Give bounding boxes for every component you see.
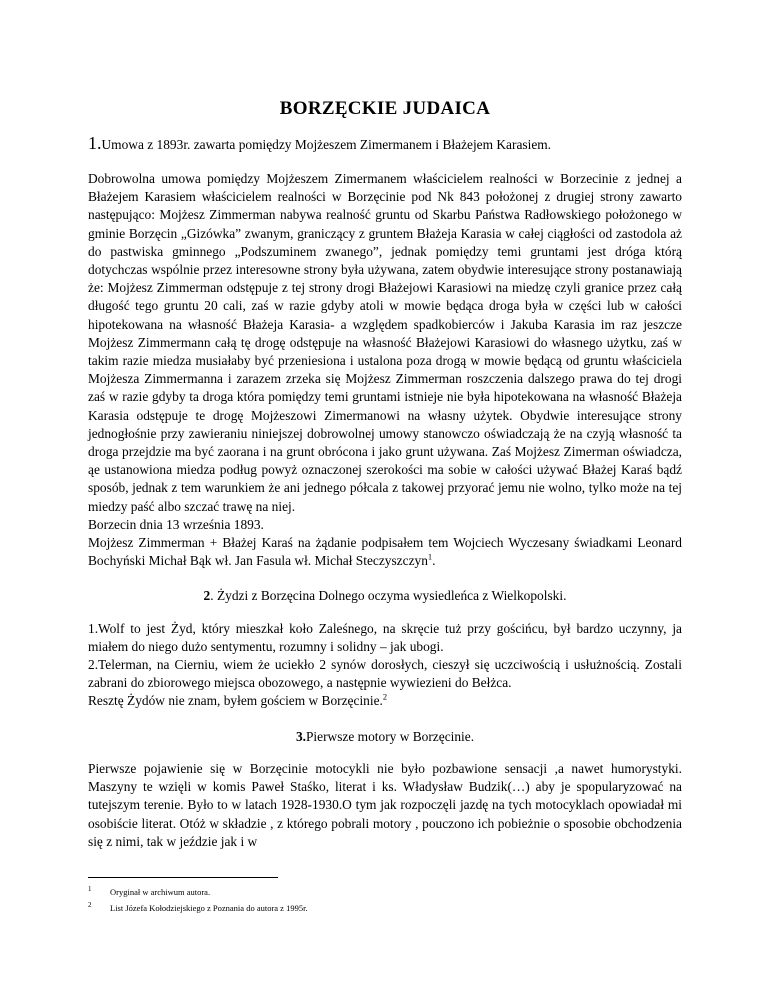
footnote-1 (88, 884, 682, 900)
section-1-signatures-end: . (432, 553, 436, 569)
footnote-2-number: 2 (88, 901, 92, 909)
section-1-number: 1. (88, 133, 102, 153)
footnote-1-number: 1 (88, 885, 92, 893)
footnote-2 (88, 900, 682, 916)
section-3-heading-text: Pierwsze motory w Borzęcinie. (305, 728, 475, 744)
footnote-ref-1: 1 (427, 551, 433, 562)
section-1-heading (88, 134, 682, 154)
section-2-number: 2 (203, 588, 211, 604)
section-3-heading (88, 728, 682, 746)
footnote-1-text: Oryginał w archiwum autora. (110, 887, 211, 897)
section-1-heading-text: Umowa z 1893r. zawarta pomiędzy Mojżeszem Zimermanem i Błażejem Karasiem. (101, 137, 552, 152)
section-1-date: Borzecin dnia 13 września 1893. (88, 516, 264, 532)
section-1-signatures-text: Mojżesz Zimmerman + Błażej Karaś na żądanie podpisałem tem Wojciech Wyczesany świadkami Leonard Bochyński Michał Bąk wł. Jan Fasula wł. Michał Steczyszczyn (88, 535, 682, 569)
section-2-heading (88, 587, 682, 605)
section-2-item-2: 2.Telerman, na Cierniu, wiem że uciekło 2 synów dorosłych, cieszył się uczciwością i usłużnością. Zostali zabrani do zbiorowego miejsca obozowego, a następnie wywiezieni do Bełżca. (88, 657, 682, 691)
section-2-item-3-text: Resztę Żydów nie znam, byłem gościem w Borzęcinie. (88, 693, 383, 709)
document-title: BORZĘCKIE JUDAICA (279, 98, 491, 119)
section-1-signatures (88, 534, 682, 570)
section-2-heading-text: . Żydzi z Borzęcina Dolnego oczyma wysiedleńca z Wielkopolski. (210, 588, 567, 604)
section-2-item-1: 1.Wolf to jest Żyd, który mieszkał koło Zaleśnego, na skręcie tuż przy gościńcu, był bardzo uczynny, ja miałem do niego dużo sentymentu, rozumny i solidny – jak ubogi. (88, 620, 682, 654)
section-3-number: 3. (295, 728, 306, 744)
document-page (88, 98, 682, 851)
footnotes (88, 877, 682, 916)
footnote-divider (88, 877, 278, 878)
footnote-2-text: List Józefa Kołodziejskiego z Poznania do autora z 1995r. (110, 903, 308, 913)
section-3-body: Pierwsze pojawienie się w Borzęcinie motocykli nie było pozbawione sensacji ,a nawet humorystyki. Maszyny te wzięli w komis Paweł Staśko, literat i ks. Władysław Budzik(…) aby je spopularyzować na tutejszym terenie. Było to w latach 1928-1930.O tym jak rozpoczęli jazdę na tych motocyklach opowiadał mi osobiście literat. Otóż w składzie , z którego pobrali motory , pouczono ich pobieżnie o sposobie obchodzenia się z nimi, tak w jeździe jak i w (88, 760, 682, 849)
section-1-body: Dobrowolna umowa pomiędzy Mojżeszem Zimermanem właścicielem realności w Borzecinie z jednej a Błażejem Karasiem właścicielem realności w Borzęcinie pod Nk 843 położonej z drugiej strony zawarto następująco: Mojżesz Zimmerman nabywa realność gruntu od Skarbu Państwa Radłowskiego położonego w gminie Borzęcin „Gizówka” zwanym, graniczący z gruntem Błażeja Karasia w całej ciągłości od zastodola aż do pastwiska gminnego „Podszuminem zwanego”, jednak pomiędzy temi gruntami jest dróga którą dotychczas wspólnie przez interesowne strony była używana, zatem obydwie interesujące strony postanawiają że: Mojżesz Zimmerman odstępuje z tej strony drogi Błażejowi Karasiowi na miedzę czyli granice przez całą długość tego gruntu 20 cali, zaś w razie gdyby atoli w mowie będąca droga była w części lub w całości hipotekowana na własność Błażeja Karasia- a względem spadkobierców i Jakuba Karasia im raz jeszcze Mojżesz Zimmermann całą tę drogę odstępuje na własność Błażejowi Karasiowi do własnego użytku, zaś w takim razie miedza musiałaby być przeniesiona i ustalona poza drogą w mowie będącą od gruntu właściciela Mojżesza Zimmermanna i zarazem zrzeka się Mojżesz Zimmerman roszczenia dalszego prawa do tej drogi zaś w razie gdyby ta droga która pomiędzy temi gruntami istnieje nie była hipotekowana na własność Błażeja Karasia odstępuje te drogę Mojżeszowi Zimermanowi na własny użytek. Obydwie interesujące strony jednogłośnie przy zawieraniu niniejszej dobrowolnej umowy stanowczo oświadczają że na czyją własność ta droga przejdzie ma być zaorana i na grunt obrócona i jako grunt używana. Zaś Mojżesz Zimerman oświadcza, ąe ustanowiona miedza podług powyż oznaczonej szerokości ma sobie w całości używać Błażej Karaś bądź sposób, jednak z tem warunkiem że ani jednego półcala z takowej przyorać jemu nie wolno, tylko może na tej miedzy paść albo szczać trawę na niej. (88, 171, 682, 514)
section-2-item-3 (88, 692, 682, 710)
footnote-ref-2: 2 (382, 692, 388, 703)
